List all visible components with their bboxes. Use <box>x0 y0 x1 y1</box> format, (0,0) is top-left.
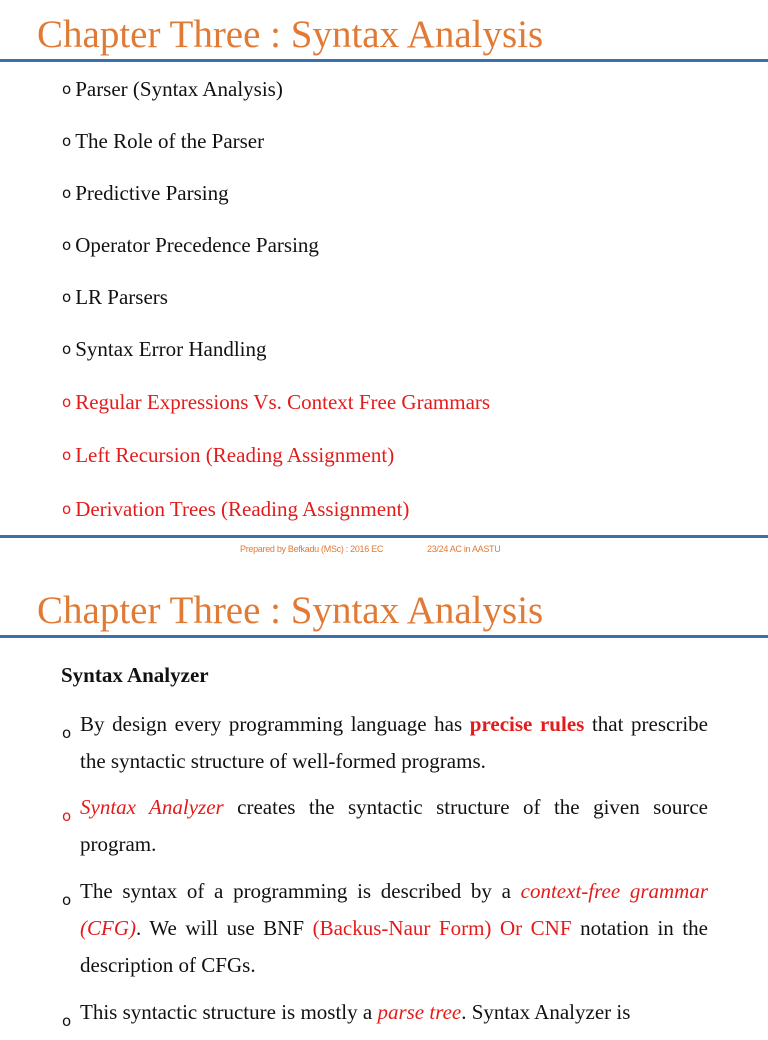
bullet-text: Derivation Trees (Reading Assignment) <box>75 497 410 521</box>
bullet-marker: o <box>62 807 72 825</box>
bullet-marker: o <box>62 80 72 98</box>
bullet-marker: o <box>62 724 72 742</box>
emphasis-parse-tree: parse tree <box>377 1000 462 1024</box>
bullet-marker: o <box>62 288 72 306</box>
bullet-text: The Role of the Parser <box>75 129 265 153</box>
bullet-text: Left Recursion (Reading Assignment) <box>75 443 395 467</box>
bullet-text: Operator Precedence Parsing <box>75 233 319 257</box>
bullet-text: LR Parsers <box>75 285 168 309</box>
bullet-item <box>62 129 264 154</box>
emphasis-bnf-cnf: (Backus-Naur Form) Or CNF <box>312 916 572 940</box>
footer-divider <box>0 535 768 538</box>
text-run: that prescribe the syntactic structure of well-formed programs. <box>80 712 709 773</box>
bullet-marker: o <box>62 236 72 254</box>
paragraph-3 <box>62 873 708 984</box>
bullet-text: Regular Expressions Vs. Context Free Grammars <box>75 390 491 414</box>
paragraph-4 <box>62 994 708 1031</box>
bullet-marker: o <box>62 184 72 202</box>
bullet-item <box>62 443 394 468</box>
bullet-text: Syntax Error Handling <box>75 337 267 361</box>
emphasis-cfg: context-free grammar (CFG) <box>80 879 709 940</box>
bullet-marker: o <box>62 1012 72 1030</box>
paragraph-1 <box>62 706 708 780</box>
bullet-item <box>62 390 490 415</box>
bullet-text: Parser (Syntax Analysis) <box>75 77 283 101</box>
footer-term: 23/24 AC in AASTU <box>427 544 501 554</box>
footer-author: Prepared by Befkadu (MSc) : 2016 EC <box>240 544 384 554</box>
bullet-marker: o <box>62 132 72 150</box>
bullet-marker: o <box>62 891 72 909</box>
emphasis-precise-rules: precise rules <box>469 712 585 736</box>
bullet-item <box>62 77 283 102</box>
text-run: By design every programming language has <box>80 712 470 736</box>
title-divider <box>0 59 768 62</box>
slide-2 <box>0 578 768 1030</box>
bullet-item <box>62 181 229 206</box>
bullet-item <box>62 233 319 258</box>
title-divider <box>0 635 768 638</box>
text-run: The syntax of a programming is described by a <box>80 879 521 903</box>
slide-title: Chapter Three : Syntax Analysis <box>37 589 544 632</box>
slide-title: Chapter Three : Syntax Analysis <box>37 13 544 56</box>
bullet-marker: o <box>62 340 72 358</box>
text-run: This syntactic structure is mostly a <box>80 1000 378 1024</box>
text-run: notation in the description of CFGs. <box>80 916 708 977</box>
paragraph-2 <box>62 789 708 863</box>
text-run: . Syntax Analyzer is <box>461 1000 631 1024</box>
bullet-text: Predictive Parsing <box>75 181 229 205</box>
bullet-marker: o <box>62 446 72 464</box>
bullet-item <box>62 497 409 522</box>
bullet-marker: o <box>62 500 72 518</box>
bullet-marker: o <box>62 393 72 411</box>
subheading: Syntax Analyzer <box>61 663 209 687</box>
bullet-item <box>62 337 266 362</box>
text-run: . We will use BNF <box>136 916 313 940</box>
bullet-item <box>62 285 168 310</box>
text-run: creates the syntactic structure of the given source program. <box>80 795 708 856</box>
emphasis-syntax-analyzer: Syntax Analyzer <box>80 795 224 819</box>
